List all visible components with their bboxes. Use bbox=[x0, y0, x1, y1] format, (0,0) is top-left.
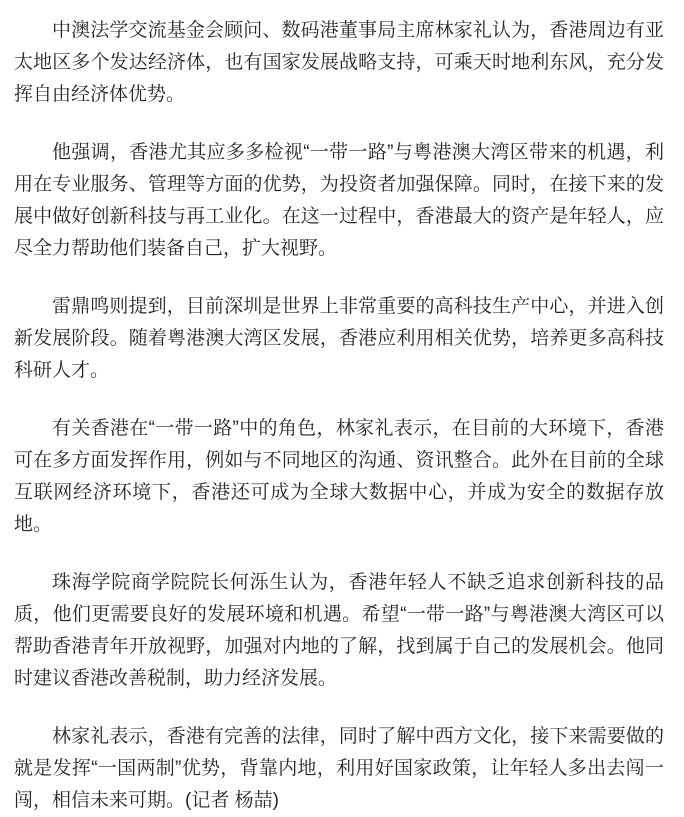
paragraph-1: 中澳法学交流基金会顾问、数码港董事局主席林家礼认为，香港周边有亚太地区多个发达经济体，也有国家发展战略支持，可乘天时地利东风，充分发挥自由经济体优势。 bbox=[14, 20, 664, 105]
paragraph-3: 雷鼎鸣则提到，目前深圳是世界上非常重要的高科技生产中心，并进入创新发展阶段。随着粤港澳大湾区发展，香港应利用相关优势，培养更多高科技科研人才。 bbox=[14, 296, 664, 381]
paragraph-6: 林家礼表示，香港有完善的法律，同时了解中西方文化，接下来需要做的就是发挥“一国两制”优势，背靠内地，利用好国家政策，让年轻人多出去闯一闯，相信未来可期。(记者 杨喆) bbox=[14, 726, 664, 811]
paragraph-5: 珠海学院商学院院长何泺生认为，香港年轻人不缺乏追求创新科技的品质，他们更需要良好的发展环境和机遇。希望“一带一路”与粤港澳大湾区可以帮助香港青年开放视野，加强对内地的了解，找到属于自己的发展机会。他同时建议香港改善税制，助力经济发展。 bbox=[14, 572, 664, 689]
paragraph-4: 有关香港在“一带一路”中的角色，林家礼表示，在目前的大环境下，香港可在多方面发挥作用，例如与不同地区的沟通、资讯整合。此外在目前的全球互联网经济环境下，香港还可成为全球大数据中心，并成为安全的数据存放地。 bbox=[14, 418, 664, 535]
paragraph-2: 他强调，香港尤其应多多检视“一带一路”与粤港澳大湾区带来的机遇，利用在专业服务、管理等方面的优势，为投资者加强保障。同时，在接下来的发展中做好创新科技与再工业化。在这一过程中，香港最大的资产是年轻人，应尽全力帮助他们装备自己，扩大视野。 bbox=[14, 142, 664, 259]
